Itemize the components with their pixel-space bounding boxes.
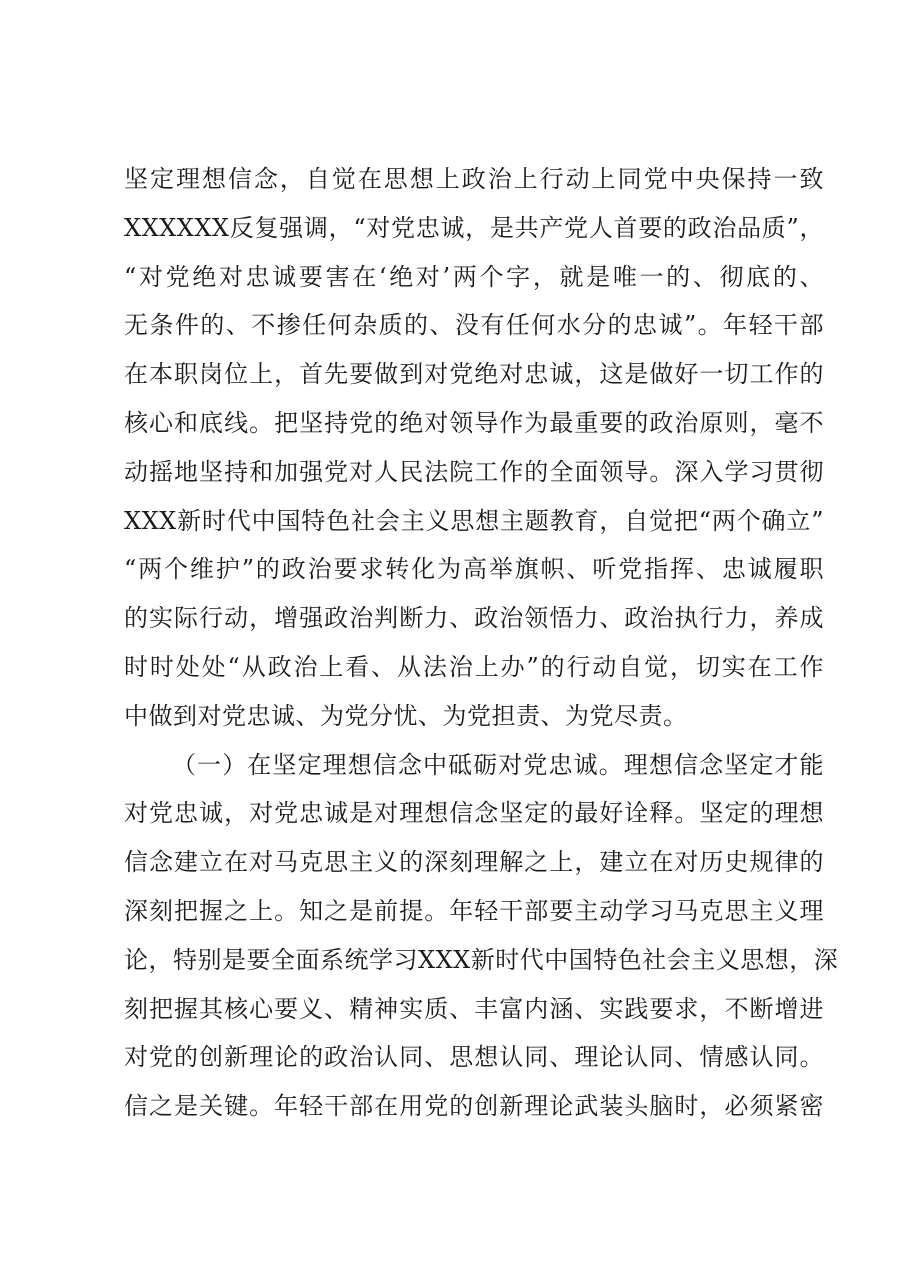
text-line: 对党忠诚，对党忠诚是对理想信念坚定的最好诠释。坚定的理想 <box>124 799 824 828</box>
text-line: 的实际行动，增强政治判断力、政治领悟力、政治执行力，养成 <box>124 604 824 633</box>
text-line: 深刻把握之上。知之是前提。年轻干部要主动学习马克思主义理 <box>124 896 824 925</box>
text-line: 时时处处“从政治上看、从法治上办”的行动自觉，切实在工作 <box>124 652 824 681</box>
section-heading-line: （一）在坚定理想信念中砥砺对党忠诚。理想信念坚定才能 <box>172 750 824 779</box>
text-line: 论，特别是要全面系统学习XXX新时代中国特色社会主义思想，深 <box>124 945 839 974</box>
body-text <box>124 155 839 1131</box>
text-line: 无条件的、不掺任何杂质的、没有任何水分的忠诚”。年轻干部 <box>124 311 824 340</box>
text-line: 信念建立在对马克思主义的深刻理解之上，建立在对历史规律的 <box>124 848 824 877</box>
text-line: XXXXXX反复强调，“对党忠诚，是共产党人首要的政治品质”， <box>124 213 824 242</box>
text-line: 核心和底线。把坚持党的绝对领导作为最重要的政治原则，毫不 <box>124 408 824 437</box>
text-line: 信之是关键。年轻干部在用党的创新理论武装头脑时，必须紧密 <box>124 1092 824 1121</box>
paragraph-2 <box>124 741 839 1131</box>
text-line: 刻把握其核心要义、精神实质、丰富内涵、实践要求，不断增进 <box>124 994 824 1023</box>
text-line: 中做到对党忠诚、为党分忧、为党担责、为党尽责。 <box>124 701 688 730</box>
text-line: 在本职岗位上，首先要做到对党绝对忠诚，这是做好一切工作的 <box>124 360 824 389</box>
text-line: 对党的创新理论的政治认同、思想认同、理论认同、情感认同。 <box>124 1043 824 1072</box>
text-line: “两个维护”的政治要求转化为高举旗帜、听党指挥、忠诚履职 <box>124 555 824 584</box>
text-line: “对党绝对忠诚要害在‘绝对’两个字，就是唯一的、彻底的、 <box>124 262 824 291</box>
text-line: XXX新时代中国特色社会主义思想主题教育，自觉把“两个确立” <box>124 506 824 535</box>
text-line: 坚定理想信念，自觉在思想上政治上行动上同党中央保持一致 <box>124 165 824 193</box>
paragraph-1 <box>124 155 824 741</box>
text-line: 动摇地坚持和加强党对人民法院工作的全面领导。深入学习贯彻 <box>124 457 824 486</box>
